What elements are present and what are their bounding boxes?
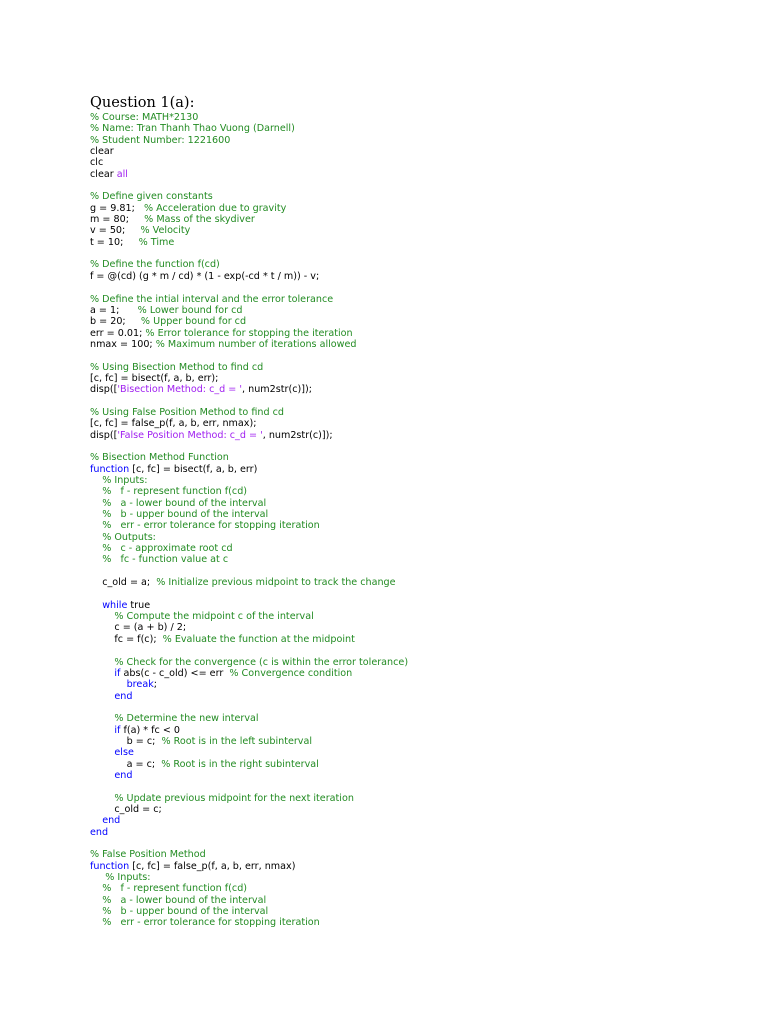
code-line bbox=[90, 294, 730, 305]
code-line bbox=[90, 135, 730, 146]
code-line bbox=[90, 123, 730, 134]
code-text: b = c; bbox=[90, 735, 162, 747]
code-text: c = (a + b) / 2; bbox=[90, 622, 187, 634]
code-line bbox=[90, 588, 730, 599]
code-keyword: if bbox=[90, 724, 121, 736]
code-comment: % Outputs: bbox=[90, 531, 156, 543]
code-comment: % Inputs: bbox=[90, 475, 148, 486]
code-text: m = 80; bbox=[90, 214, 145, 226]
code-line bbox=[90, 441, 730, 452]
code-comment: % b - upper bound of the interval bbox=[90, 509, 269, 521]
code-line bbox=[90, 804, 730, 815]
code-comment: % Error tolerance for stopping the iteration bbox=[145, 327, 353, 339]
code-line bbox=[90, 736, 730, 747]
code-line bbox=[90, 906, 730, 917]
code-comment: % Bisection Method Function bbox=[90, 452, 229, 464]
code-string: 'False Position Method: c_d = ' bbox=[117, 429, 263, 441]
code-line bbox=[90, 112, 730, 123]
code-listing bbox=[90, 112, 730, 929]
code-keyword: end bbox=[90, 826, 109, 838]
code-comment: % f - represent function f(cd) bbox=[90, 486, 248, 498]
code-line bbox=[90, 384, 730, 395]
code-line bbox=[90, 770, 730, 781]
question-heading: Question 1(a): bbox=[90, 95, 195, 111]
code-line bbox=[90, 872, 730, 883]
code-keyword: if bbox=[90, 667, 121, 679]
code-line bbox=[90, 917, 730, 928]
code-line bbox=[90, 827, 730, 838]
code-line bbox=[90, 702, 730, 713]
code-keyword: function bbox=[90, 463, 130, 475]
code-keyword: end bbox=[90, 690, 133, 702]
code-comment: % Update previous midpoint for the next iteration bbox=[90, 792, 354, 804]
code-text: clear bbox=[90, 168, 117, 180]
code-comment: % Course: MATH*2130 bbox=[90, 112, 199, 123]
code-comment: % Maximum number of iterations allowed bbox=[155, 338, 357, 350]
code-line bbox=[90, 452, 730, 463]
code-comment: % False Position Method bbox=[90, 849, 206, 861]
code-comment: % Determine the new interval bbox=[90, 713, 259, 725]
code-line bbox=[90, 883, 730, 894]
code-line bbox=[90, 157, 730, 168]
code-comment: % err - error tolerance for stopping iteration bbox=[90, 520, 320, 532]
code-line bbox=[90, 350, 730, 361]
code-line bbox=[90, 373, 730, 384]
code-text: b = 20; bbox=[90, 316, 141, 328]
code-line bbox=[90, 509, 730, 520]
code-comment: % Time bbox=[138, 236, 175, 248]
code-line bbox=[90, 328, 730, 339]
code-comment: % Check for the convergence (c is within the error tolerance) bbox=[90, 656, 409, 668]
code-text: disp([ bbox=[90, 384, 118, 396]
code-text: [c, fc] = false_p(f, a, b, err, nmax); bbox=[90, 418, 257, 430]
code-text: c_old = c; bbox=[90, 803, 162, 815]
code-comment: % Root is in the right subinterval bbox=[161, 758, 319, 770]
code-comment: % Convergence condition bbox=[229, 667, 353, 679]
code-comment: % fc - function value at c bbox=[90, 554, 229, 566]
code-line bbox=[90, 759, 730, 770]
code-line bbox=[90, 577, 730, 588]
code-line bbox=[90, 679, 730, 690]
code-line bbox=[90, 271, 730, 282]
code-line bbox=[90, 214, 730, 225]
code-comment: % Using False Position Method to find cd bbox=[90, 406, 284, 418]
code-text: ; bbox=[153, 679, 157, 691]
code-comment: % Student Number: 1221600 bbox=[90, 134, 231, 146]
code-line bbox=[90, 600, 730, 611]
code-line bbox=[90, 180, 730, 191]
code-line bbox=[90, 634, 730, 645]
code-line bbox=[90, 725, 730, 736]
code-keyword: end bbox=[90, 769, 133, 781]
code-text: t = 10; bbox=[90, 236, 139, 248]
code-comment: % c - approximate root cd bbox=[90, 543, 233, 555]
code-line bbox=[90, 645, 730, 656]
code-keyword: else bbox=[90, 747, 134, 759]
code-line bbox=[90, 622, 730, 633]
code-keyword: break bbox=[90, 679, 154, 691]
code-line bbox=[90, 668, 730, 679]
code-line bbox=[90, 895, 730, 906]
code-line bbox=[90, 418, 730, 429]
code-text: err = 0.01; bbox=[90, 327, 146, 339]
code-comment: % Initialize previous midpoint to track the change bbox=[156, 577, 396, 589]
code-text: clear bbox=[90, 146, 114, 158]
code-comment: % f - represent function f(cd) bbox=[90, 883, 248, 895]
code-text: v = 50; bbox=[90, 225, 141, 237]
code-line bbox=[90, 248, 730, 259]
code-line bbox=[90, 305, 730, 316]
code-comment: % Define given constants bbox=[90, 191, 213, 203]
code-text: c_old = a; bbox=[90, 577, 157, 589]
code-line bbox=[90, 407, 730, 418]
code-comment: % b - upper bound of the interval bbox=[90, 906, 269, 918]
code-text: clc bbox=[90, 157, 104, 169]
code-text: a = 1; bbox=[90, 304, 138, 316]
code-line bbox=[90, 713, 730, 724]
code-line bbox=[90, 282, 730, 293]
code-comment: % Define the intial interval and the error tolerance bbox=[90, 293, 334, 305]
code-line bbox=[90, 146, 730, 157]
code-line bbox=[90, 464, 730, 475]
code-comment: % a - lower bound of the interval bbox=[90, 497, 267, 509]
code-line bbox=[90, 861, 730, 872]
code-text: a = c; bbox=[90, 758, 162, 770]
code-comment: % Name: Tran Thanh Thao Vuong (Darnell) bbox=[90, 123, 295, 135]
code-line bbox=[90, 747, 730, 758]
code-string: all bbox=[116, 168, 128, 180]
code-comment: % Mass of the skydiver bbox=[144, 214, 255, 226]
code-line bbox=[90, 691, 730, 702]
code-line bbox=[90, 566, 730, 577]
code-text: disp([ bbox=[90, 429, 118, 441]
code-text: g = 9.81; bbox=[90, 202, 144, 214]
code-comment: % Upper bound for cd bbox=[140, 316, 247, 328]
code-comment: % Root is in the left subinterval bbox=[161, 735, 313, 747]
code-text: fc = f(c); bbox=[90, 633, 163, 645]
code-line bbox=[90, 532, 730, 543]
code-comment: % Compute the midpoint c of the interval bbox=[90, 611, 314, 623]
code-line bbox=[90, 611, 730, 622]
code-line bbox=[90, 657, 730, 668]
code-line bbox=[90, 543, 730, 554]
code-comment: % Using Bisection Method to find cd bbox=[90, 361, 264, 373]
code-text: , num2str(c)]); bbox=[242, 384, 312, 396]
code-line bbox=[90, 430, 730, 441]
code-line bbox=[90, 203, 730, 214]
code-comment: % Velocity bbox=[140, 225, 191, 237]
code-line bbox=[90, 316, 730, 327]
code-comment: % Lower bound for cd bbox=[137, 304, 243, 316]
code-text: , num2str(c)]); bbox=[262, 429, 333, 441]
code-text: [c, fc] = bisect(f, a, b, err) bbox=[129, 463, 258, 475]
code-line bbox=[90, 362, 730, 373]
code-line bbox=[90, 237, 730, 248]
code-line bbox=[90, 475, 730, 486]
code-line bbox=[90, 486, 730, 497]
code-line bbox=[90, 554, 730, 565]
code-text: abs(c - c_old) <= err bbox=[120, 667, 230, 679]
code-keyword: end bbox=[90, 815, 121, 827]
code-line bbox=[90, 849, 730, 860]
code-comment: % Acceleration due to gravity bbox=[143, 202, 287, 214]
code-comment: % err - error tolerance for stopping iteration bbox=[90, 917, 320, 929]
code-line bbox=[90, 815, 730, 826]
code-keyword: function bbox=[90, 860, 130, 872]
code-text: [c, fc] = bisect(f, a, b, err); bbox=[90, 372, 219, 384]
code-comment: % Evaluate the function at the midpoint bbox=[162, 633, 355, 645]
code-line bbox=[90, 396, 730, 407]
code-line bbox=[90, 169, 730, 180]
code-comment: % Define the function f(cd) bbox=[90, 259, 220, 271]
document-page bbox=[90, 94, 730, 929]
code-line bbox=[90, 520, 730, 531]
code-text: [c, fc] = false_p(f, a, b, err, nmax) bbox=[129, 860, 296, 872]
code-string: 'Bisection Method: c_d = ' bbox=[117, 384, 243, 396]
code-line bbox=[90, 838, 730, 849]
code-line bbox=[90, 225, 730, 236]
code-line bbox=[90, 781, 730, 792]
code-line bbox=[90, 793, 730, 804]
code-text: nmax = 100; bbox=[90, 338, 156, 350]
code-line bbox=[90, 498, 730, 509]
code-text: f(a) * fc < 0 bbox=[120, 724, 181, 736]
code-keyword: while bbox=[90, 599, 128, 611]
code-comment: % Inputs: bbox=[90, 872, 151, 884]
code-comment: % a - lower bound of the interval bbox=[90, 894, 267, 906]
code-line bbox=[90, 339, 730, 350]
code-line bbox=[90, 259, 730, 270]
code-line bbox=[90, 191, 730, 202]
code-text: f = @(cd) (g * m / cd) * (1 - exp(-cd * t / m)) - v; bbox=[90, 270, 320, 282]
code-text: true bbox=[127, 599, 151, 611]
